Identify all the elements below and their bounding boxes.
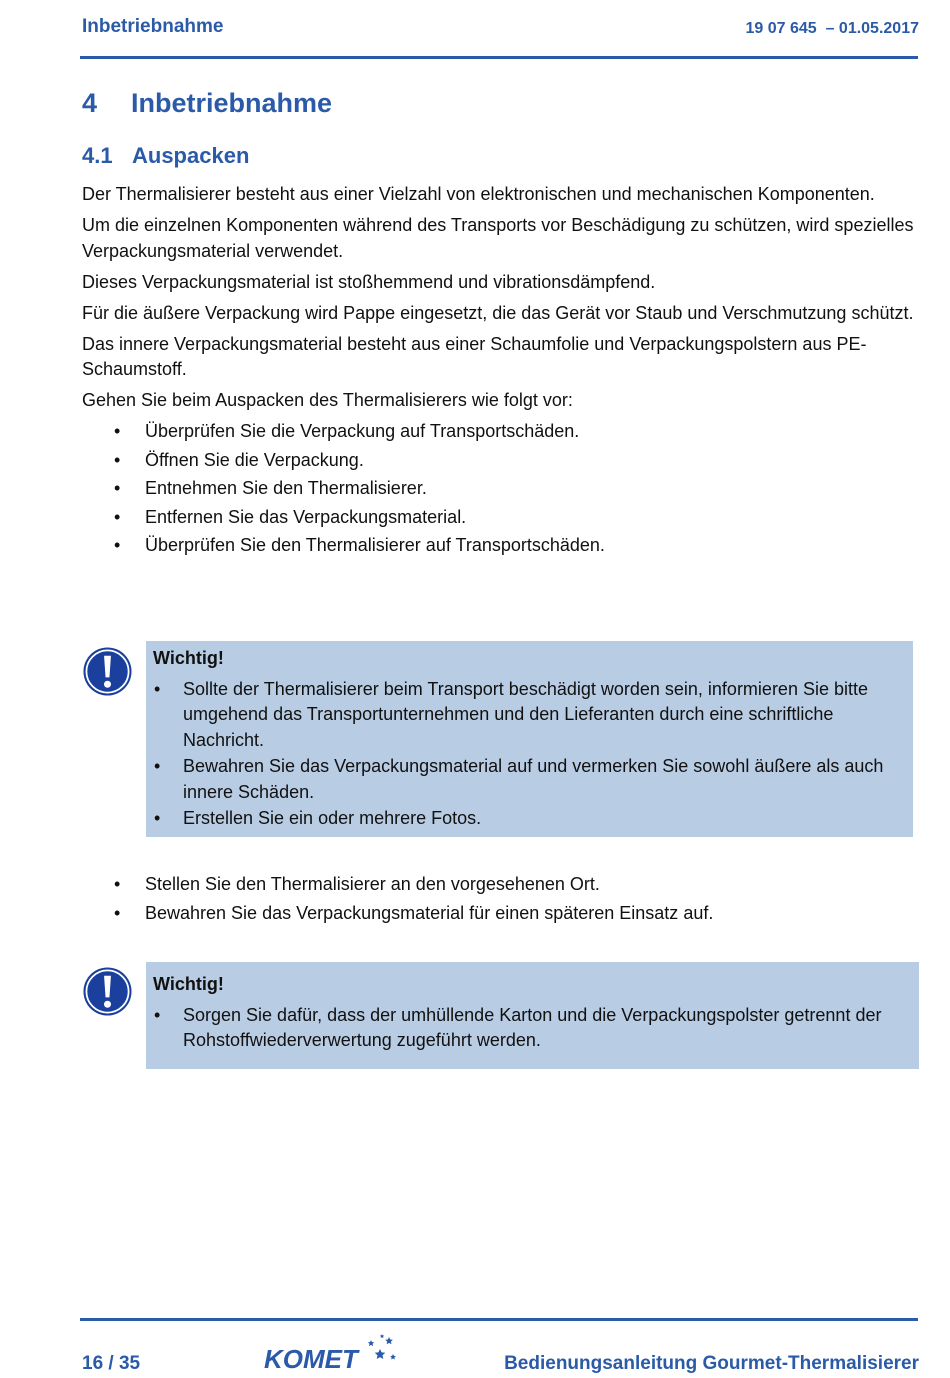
komet-logo (262, 1331, 402, 1375)
important-note-box (146, 641, 913, 837)
exclamation-circle-icon (82, 966, 133, 1017)
paragraph: Für die äußere Verpackung wird Pappe eingesetzt, die das Gerät vor Staub und Verschmutzung schützt. (82, 302, 914, 323)
note-title: Wichtig! (153, 648, 224, 668)
placement-steps-list (82, 872, 713, 929)
paragraph: Um die einzelnen Komponenten während des Transports vor Beschädigung zu schützen, wird spezielles Verpackungsmaterial verwendet. (82, 215, 914, 261)
list-item: • Erstellen Sie ein oder mehrere Fotos. (146, 806, 913, 832)
page-number: 16 / 35 (82, 1353, 141, 1374)
list-item: • Entnehmen Sie den Thermalisierer. (82, 476, 927, 505)
chapter-number: 4 (82, 88, 98, 118)
exclamation-circle-icon (82, 646, 133, 697)
list-item: • Sollte der Thermalisierer beim Transport beschädigt worden sein, informieren Sie bitte umgehend das Transportunternehmen und den Lieferanten durch eine schriftliche Nachricht. (146, 677, 913, 754)
note-title: Wichtig! (153, 974, 224, 994)
list-item: • Bewahren Sie das Verpackungsmaterial für einen späteren Einsatz auf. (82, 901, 713, 930)
chapter-title: Inbetriebnahme (131, 88, 333, 118)
logo-wordmark: KOMET (264, 1344, 358, 1374)
header-doc-reference: 19 07 645 – 01.05.2017 (745, 20, 919, 37)
section-body (82, 182, 927, 562)
footer-divider (80, 1318, 918, 1321)
section-number: 4.1 (82, 143, 113, 168)
document-title: Bedienungsanleitung Gourmet-Thermalisierer (504, 1353, 919, 1374)
list-item: • Bewahren Sie das Verpackungsmaterial auf und vermerken Sie sowohl äußere als auch innere Schäden. (146, 754, 913, 805)
paragraph: Der Thermalisierer besteht aus einer Vielzahl von elektronischen und mechanischen Komponenten. (82, 184, 875, 204)
paragraph: Dieses Verpackungsmaterial ist stoßhemmend und vibrationsdämpfend. (82, 271, 656, 292)
list-item: • Entfernen Sie das Verpackungsmaterial. (82, 505, 927, 534)
note-list (146, 1003, 919, 1054)
list-item: • Öffnen Sie die Verpackung. (82, 448, 927, 477)
section-heading (82, 143, 249, 169)
list-item: • Überprüfen Sie die Verpackung auf Transportschäden. (82, 419, 927, 448)
list-item: • Sorgen Sie dafür, dass der umhüllende Karton und die Verpackungspolster getrennt der Rohstoffwiederverwertung zugeführt werden. (146, 1003, 919, 1054)
unpacking-steps-list (82, 419, 927, 562)
important-note-box (146, 962, 919, 1069)
placement-steps (82, 872, 713, 929)
header-divider (80, 56, 918, 59)
paragraph: Das innere Verpackungsmaterial besteht aus einer Schaumfolie und Verpackungspolstern aus PE-Schaumstoff. (82, 333, 867, 379)
paragraph: Gehen Sie beim Auspacken des Thermalisierers wie folgt vor: (82, 390, 573, 410)
chapter-heading (82, 88, 332, 119)
note-list (146, 677, 913, 832)
header-section-title: Inbetriebnahme (82, 16, 224, 37)
section-title: Auspacken (132, 143, 250, 168)
list-item: • Stellen Sie den Thermalisierer an den vorgesehenen Ort. (82, 872, 713, 901)
list-item: • Überprüfen Sie den Thermalisierer auf Transportschäden. (82, 533, 927, 562)
